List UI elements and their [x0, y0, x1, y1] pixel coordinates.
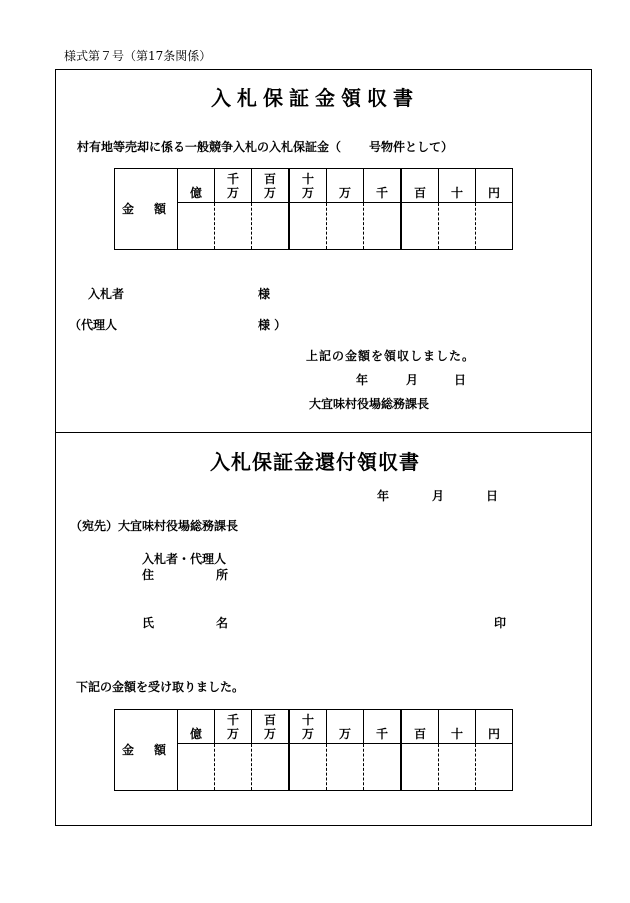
amount-cell[interactable]	[364, 744, 402, 791]
amount-cell[interactable]	[401, 203, 439, 250]
seal-label: 印	[494, 616, 507, 630]
unit-header-hyakuman: 百 万	[252, 169, 290, 203]
unit-header-en: 円	[476, 169, 513, 203]
bidder-suffix: 様	[258, 287, 271, 301]
name-label-2: 名	[216, 616, 229, 630]
form-number: 様式第７号（第17条関係）	[64, 49, 212, 63]
amount-cell[interactable]	[364, 203, 402, 250]
unit-header-juman: 十 万	[289, 710, 327, 744]
unit-header-oku: 億	[178, 169, 215, 203]
refund-addressee: （宛先）大宜味村役場総務課長	[70, 519, 239, 533]
amount-label: 金 額	[115, 169, 178, 250]
receipt-purpose	[77, 138, 453, 155]
receipt-date-month: 月	[406, 373, 419, 387]
amount-cell[interactable]	[252, 744, 290, 791]
refund-amount-table	[114, 709, 513, 791]
receipt-confirmation: 上記の金額を領収しました。	[306, 349, 476, 363]
unit-header-ju: 十	[439, 169, 476, 203]
bidder-label: 入札者	[88, 287, 125, 301]
agent-label: （代理人	[69, 318, 118, 332]
unit-header-man: 万	[327, 169, 364, 203]
amount-cell[interactable]	[327, 744, 364, 791]
unit-header-oku: 億	[178, 710, 215, 744]
unit-header-hyaku: 百	[401, 710, 439, 744]
unit-header-en: 円	[476, 710, 513, 744]
amount-cell[interactable]	[252, 203, 290, 250]
refund-date-month: 月	[432, 489, 445, 503]
amount-cell[interactable]	[327, 203, 364, 250]
receipt-amount-table	[114, 168, 513, 250]
unit-header-sen: 千	[364, 710, 402, 744]
refund-date-year: 年	[377, 489, 390, 503]
amount-cell[interactable]	[401, 744, 439, 791]
amount-cell[interactable]	[476, 744, 513, 791]
unit-header-juman: 十 万	[289, 169, 327, 203]
address-label-1: 住	[142, 568, 155, 582]
unit-header-sen: 千	[364, 169, 402, 203]
receipt-date-day: 日	[454, 373, 467, 387]
refund-date-day: 日	[486, 489, 499, 503]
bidder-agent-label: 入札者・代理人	[142, 552, 227, 566]
amount-cell[interactable]	[439, 744, 476, 791]
unit-header-man: 万	[327, 710, 364, 744]
refund-confirmation: 下記の金額を受け取りました。	[76, 680, 245, 694]
unit-header-hyakuman: 百 万	[252, 710, 290, 744]
amount-cell[interactable]	[215, 203, 252, 250]
receipt-title: 入札保証金領収書	[211, 86, 419, 110]
amount-cell[interactable]	[215, 744, 252, 791]
refund-title: 入札保証金還付領収書	[210, 450, 420, 474]
unit-header-senman: 千 万	[215, 710, 252, 744]
agent-suffix: 様 ）	[258, 318, 287, 332]
amount-cell[interactable]	[439, 203, 476, 250]
amount-cell[interactable]	[178, 203, 215, 250]
amount-cell[interactable]	[178, 744, 215, 791]
unit-header-senman: 千 万	[215, 169, 252, 203]
receipt-purpose-prefix: 村有地等売却に係る一般競争入札の入札保証金（	[77, 140, 342, 154]
unit-header-ju: 十	[439, 710, 476, 744]
section-divider	[55, 432, 592, 433]
name-label-1: 氏	[142, 616, 155, 630]
receipt-purpose-suffix: 号物件として）	[369, 140, 454, 154]
amount-label: 金 額	[115, 710, 178, 791]
address-label-2: 所	[216, 568, 229, 582]
unit-header-hyaku: 百	[401, 169, 439, 203]
amount-cell[interactable]	[289, 744, 327, 791]
receipt-date-year: 年	[356, 373, 369, 387]
amount-cell[interactable]	[289, 203, 327, 250]
receipt-issuer: 大宜味村役場総務課長	[309, 397, 430, 411]
amount-cell[interactable]	[476, 203, 513, 250]
